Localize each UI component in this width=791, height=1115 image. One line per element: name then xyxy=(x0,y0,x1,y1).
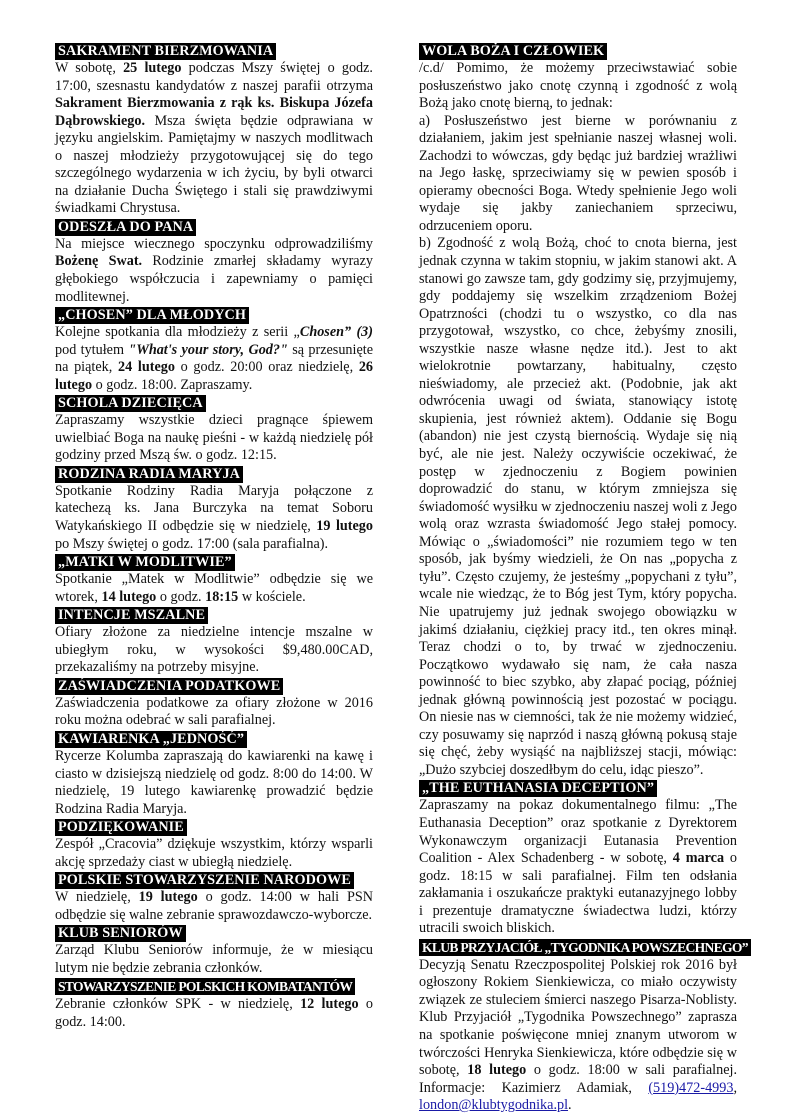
body-text: są przesunięte na piątek, xyxy=(55,341,373,376)
body-text: Ofiary złożone za niedzielne intencje mszalne w ubiegłym roku, w wysokości $9,480.00CAD, przekazaliśmy na potrzeby misyjne. xyxy=(55,624,373,676)
body-text: W sobotę, xyxy=(55,60,124,76)
bold-text: Chosen” (3) xyxy=(299,324,374,341)
body-text: Zaświadczenia podatkowe za ofiary złożone w 2016 roku można odebrać w sali parafialnej. xyxy=(55,694,373,729)
section-heading: KLUB SENIORÓW xyxy=(55,925,186,942)
section-body xyxy=(55,324,373,394)
section-heading: RODZINA RADIA MARYJA xyxy=(55,466,243,483)
body-text: o godz. xyxy=(156,588,206,605)
section-chosen-dla-mlodych xyxy=(55,306,373,394)
body-text: Rodzinie zmarłej składamy wyrazy głębokiego współczucia i zapewniamy o pamięci modlitewnej. xyxy=(55,253,373,305)
body-text: Zebranie członków SPK - w niedzielę, xyxy=(55,996,301,1013)
section-zaswiadczenia-podatkowe xyxy=(55,677,373,730)
section-odeszla-do-pana xyxy=(55,218,373,306)
body-text: b) Zgodność z wolą Bożą, choć to cnota bierna, jest jednak czynna w takim stopniu, w jakim stanowi akt. A stanowi go zawsze tam, gdy godzimy się, przyjmujemy, gdy poddajemy się wszelkim zrządzeniom Bożej Opatrzności (chodzi tu o wszystko, co dla nas przygotował, wszystko, co chce, żebyśmy znosili, wszystkie nasze własne nędze itd.). Jest to akt wielokrotnie powtarzany, habitualny, często nieświadomy, ale przecież akt. (Podobnie, jak akt odwrócenia uwagi od świata, stanowiący istotę skupienia, jest również aktem). Oddanie się Bogu (abandon) nie jest czystą biernością. Wydaje się nią być, ale nie jest. Należy oczywiście oczekiwać, że postęp w zjednoczeniu z Bogiem powinien doprowadzić do stanu, w którym zmniejsza się świadomość wysiłku w zjednoczeniu naszej woli z Jego wolą oraz wzrasta świadomość Jego stałej pomocy. Mówiąc o „świadomości” nie rozumiem tego w ten sposób, jak byśmy wiedzieli, że On nas „popycha z tyłu”. Często czujemy, że jesteśmy „popychani z tyłu”, wcale nie wiedząc, że to Bóg jest Tym, który popycha. Nie upatrujemy już jednak swojego obowiązku w jakimś działaniu, ciężkiej pracy itd., ten okres minął. Teraz chodzi o to, by trwać w zjednoczeniu. Początkowo wydawało się nam, że cała nasza powinność to biec szybko, aby złapać pociąg, później jednak główną powinnością jest pozostać w pociągu. On niesie nas w ciemności, tak że nie możemy widzieć, czy posuwamy się naprzód i naszą główną pokusą staje się chęć, żeby wysiąść na najbliższej stacji, mówiąc: „Dużo szybciej doszedłbym do celu, idąc pieszo”. xyxy=(419,235,737,778)
bold-text: 19 lutego xyxy=(138,889,198,906)
body-text: /c.d/ Pomimo, że możemy przeciwstawiać sobie posłuszeństwo jako cnotę czynną i zgodność z wolą Bożą jako cnotę bierną, to jednak: xyxy=(419,60,737,112)
body-text: Decyzją Senatu Rzeczpospolitej Polskiej rok 2016 był ogłoszony Rokiem Sienkiewicza, co miało oczywisty związek ze stuleciem śmierci naszego Pisarza-Noblisty. Klub Przyjaciół „Tygodnika Powszechnego” zaprasza na spotkanie poświęcone mniej znanym utworom w twórczości Henryka Sienkiewicza, które odbędzie się w sobotę, xyxy=(419,956,737,1079)
body-text: W niedzielę, xyxy=(55,889,139,906)
section-heading: SAKRAMENT BIERZMOWANIA xyxy=(55,43,276,60)
bold-text: 14 lutego xyxy=(101,588,157,605)
section-podziekowanie xyxy=(55,818,373,871)
section-sakrament-bierzmowania xyxy=(55,42,373,218)
section-body xyxy=(55,624,373,677)
bold-text: 18 lutego xyxy=(467,1062,527,1079)
body-text: Zespół „Cracovia” dziękuje wszystkim, którzy wsparli akcję sprzedaży ciast w ubiegłą niedzielę. xyxy=(55,836,373,870)
section-klub-przyjaciol-tygodnika-powszechnego xyxy=(419,938,748,1115)
section-heading: ZAŚWIADCZENIA PODATKOWE xyxy=(55,678,283,695)
section-body xyxy=(55,695,373,730)
section-body xyxy=(55,60,373,218)
section-body xyxy=(55,571,373,606)
body-text: Spotkanie „Matek w Modlitwie” odbędzie się we wtorek, xyxy=(55,571,373,605)
body-text: , xyxy=(733,1079,737,1096)
section-body xyxy=(419,957,737,1115)
section-heading: ODESZŁA DO PANA xyxy=(55,219,196,236)
right-column xyxy=(419,42,748,1115)
body-text: a) Posłuszeństwo jest bierne w porównaniu z działaniem, jakim jest spełnianie naszej własnej woli. Zachodzi to wówczas, gdy będąc już bardziej wrażliwi na Jego łaskę, sprzeciwiamy się w pewien sposób i opieramy obecności Boga. Wtedy spełnienie Jego woli wydaje się jakby zaniechaniem sprzeciwu, odrzuceniem oporu. xyxy=(419,112,737,234)
section-body xyxy=(55,412,373,465)
body-text: Zapraszamy wszystkie dzieci pragnące śpiewem uwielbiać Boga na naukę pieśni - w każdą niedzielę pół godziny przed Mszą św. o godz. 12:15. xyxy=(55,412,373,464)
section-heading: „MATKI W MODLITWIE” xyxy=(55,554,235,571)
section-heading: „CHOSEN” DLA MŁODYCH xyxy=(55,307,249,324)
body-text: o godz. 18:15 w sali parafialnej. Film ten odsłania zakłamania i oszukańcze praktyki eutanazyjnego lobby i prezentuje dramatyczne świadectwa ludzi, którzy utracili swoich bliskich. xyxy=(419,850,738,937)
section-matki-w-modlitwie xyxy=(55,553,373,606)
bold-text: 12 lutego xyxy=(300,996,359,1013)
section-heading: WOLA BOŻA I CZŁOWIEK xyxy=(419,43,607,60)
body-text: o godz. 14:00 w hali PSN odbędzie się walne zebranie sprawozdawczo-wyborcze. xyxy=(55,889,373,923)
contact-link[interactable]: london@klubtygodnika.pl xyxy=(419,1097,569,1114)
section-heading: KLUB PRZYJACIÓŁ „TYGODNIKA POWSZECHNEGO” xyxy=(419,939,751,956)
section-polskie-stowarzyszenie-narodowe xyxy=(55,871,373,924)
section-intencje-mszalne xyxy=(55,606,373,677)
bold-text: Bożenę Swat. xyxy=(55,253,143,270)
body-text: o godz. 18:00 w sali parafialnej. Informacje: Kazimierz Adamiak, xyxy=(419,1062,737,1096)
bold-text: 19 lutego xyxy=(316,518,373,535)
left-column xyxy=(55,42,373,1032)
section-schola-dziecieca xyxy=(55,394,373,465)
section-body xyxy=(55,236,373,306)
body-text: o godz. 18:00. Zapraszamy. xyxy=(92,376,253,393)
section-body xyxy=(419,60,737,779)
bold-text: Sakrament Bierzmowania z rąk ks. Biskupa Józefa Dąbrowskiego. xyxy=(55,95,373,129)
section-heading: KAWIARENKA „JEDNOŚĆ” xyxy=(55,731,247,748)
section-wola-boza-i-czlowiek xyxy=(419,42,737,779)
section-heading: SCHOLA DZIECIĘCA xyxy=(55,395,206,412)
bold-text: 18:15 xyxy=(205,588,239,605)
section-body xyxy=(55,996,373,1031)
section-body xyxy=(55,483,373,553)
body-text: o godz. 20:00 oraz niedzielę, xyxy=(174,359,359,376)
body-text: Msza święta będzie odprawiana w języku angielskim. Pamiętajmy w naszych modlitwach o naszej młodzieży przygotowującej się do tego szczególnego wydarzenia w ich życiu, by byli otwarci na działanie Ducha Świętego i stali się prawdziwymi świadkami Chrystusa. xyxy=(55,112,373,217)
section-heading: „THE EUTHANASIA DECEPTION” xyxy=(419,780,657,797)
section-heading: POLSKIE STOWARZYSZENIE NARODOWE xyxy=(55,872,354,889)
section-heading: INTENCJE MSZALNE xyxy=(55,607,208,624)
section-body xyxy=(55,889,373,924)
section-klub-seniorow xyxy=(55,924,373,977)
bold-text: 25 lutego xyxy=(123,60,182,76)
bold-text: "What's your story, God?" xyxy=(128,341,288,358)
body-text: w kościele. xyxy=(238,588,306,605)
body-text: Spotkanie Rodziny Radia Maryja połączone z katechezą ks. Jana Burczyka na temat Soboru Watykańskiego II odbędzie się w niedzielę, xyxy=(55,482,373,535)
bold-text: 4 marca xyxy=(672,850,725,867)
section-body xyxy=(55,942,373,977)
section-stowarzyszenie-polskich-kombatantow xyxy=(55,977,373,1031)
section-the-euthanasia-deception xyxy=(419,779,737,937)
body-text: Zarząd Klubu Seniorów informuje, że w miesiącu lutym nie będzie zebrania członków. xyxy=(55,942,373,976)
section-body xyxy=(55,748,373,818)
body-text: Zapraszamy na pokaz dokumentalnego filmu: „The Euthanasia Deception” oraz spotkanie z Dyrektorem Wykonawczym organizacji Eutanasia Prevention Coalition - Alex Schadenberg - w sobotę, xyxy=(419,797,737,867)
section-body xyxy=(419,797,737,937)
body-text: . xyxy=(568,1097,572,1114)
bold-text: 24 lutego xyxy=(118,359,175,376)
body-text: o godz. 14:00. xyxy=(55,996,373,1030)
body-text: po Mszy świętej o godz. 17:00 (sala parafialna). xyxy=(55,535,329,552)
body-text: Rycerze Kolumba zapraszają do kawiarenki na kawę i ciasto w dzisiejszą niedzielę od godz. 8:00 do 14:00. W niedzielę, 19 lutego kawiarenkę prowadzić będzie Rodzina Radia Maryja. xyxy=(55,747,373,817)
section-rodzina-radia-maryja xyxy=(55,465,373,553)
section-heading: PODZIĘKOWANIE xyxy=(55,819,187,836)
contact-link[interactable]: (519)472-4993 xyxy=(648,1079,734,1096)
section-kawiarenka-jednosc xyxy=(55,730,373,818)
body-text: pod tytułem xyxy=(55,341,129,358)
section-body xyxy=(55,836,373,871)
body-text: podczas Mszy świętej o godz. 17:00, szesnastu kandydatów z naszej parafii otrzyma xyxy=(55,60,373,94)
section-heading: STOWARZYSZENIE POLSKICH KOMBATANTÓW xyxy=(55,978,355,995)
body-text: Na miejsce wiecznego spoczynku odprowadziliśmy xyxy=(55,235,373,252)
bold-text: 26 lutego xyxy=(55,359,373,393)
body-text: Kolejne spotkania dla młodzieży z serii „ xyxy=(55,324,300,341)
